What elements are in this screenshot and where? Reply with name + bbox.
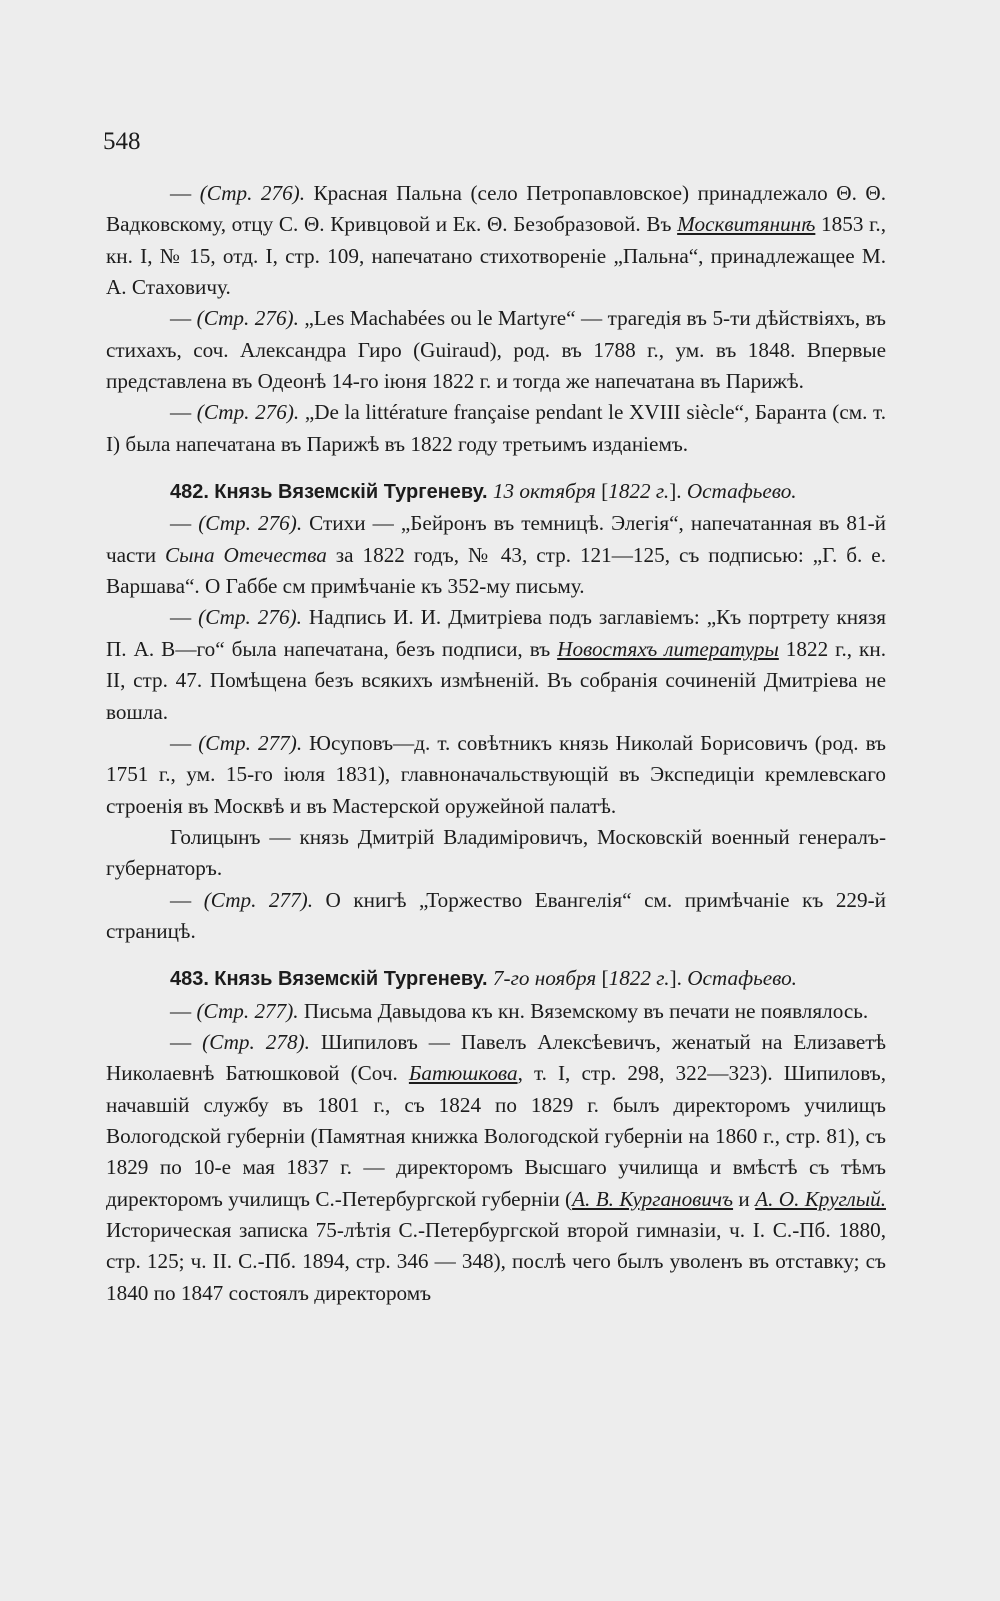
page-reference: (Стр. 276). (198, 511, 303, 536)
page-reference: (Стр. 276). (196, 306, 299, 331)
journal-title: Москвитянинѣ (677, 212, 816, 237)
author-name: А. В. Кургановичъ (572, 1186, 734, 1211)
letter-correspondents: Князь Вяземскій Тургеневу. (214, 481, 488, 504)
note-paragraph: — (Стр. 278). Шипиловъ — Павелъ Алексѣевичъ, женатый на Елизаветѣ Николаевнѣ Батюшковой (Соч. Батюшкова, т. I, стр. 298, 322—323). Шипиловъ, начавшій службу въ 1801 г., съ 1824 по 1829 г. былъ директоромъ училищъ Вологодской губерніи (Памятная книжка Вологодской губерніи на 1860 г., стр. 81), съ 1829 по 10-е мая 1837 г. — директоромъ Высшаго училища и вмѣстѣ съ тѣмъ директоромъ училищъ С.-Петербургской губерніи (А. В. Кургановичъ и А. О. Круглый. Историческая записка 75-лѣтія С.-Петербургской второй гимназіи, ч. I. С.-Пб. 1880, стр. 125; ч. II. С.-Пб. 1894, стр. 346 — 348), послѣ чего былъ уволенъ въ отставку; съ 1840 по 1847 состоялъ директоромъ (106, 1029, 887, 1305)
note-paragraph: Голицынъ — князь Дмитрій Владиміровичъ, Московскій военный генералъ-губернаторъ. (106, 824, 886, 881)
letter-place: Остафьево. (687, 966, 797, 991)
page-reference: (Стр. 276). (196, 400, 300, 425)
note-paragraph: — (Стр. 276). Надпись И. И. Дмитріева подъ заглавіемъ: „Къ портрету князя П. А. В—го“ была напечатана, безъ подписи, въ Новостяхъ литературы 1822 г., кн. II, стр. 47. Помѣщена безъ всякихъ измѣненій. Въ собранія сочиненій Дмитріева не вошла. (106, 605, 886, 724)
letter-number: 483. (170, 968, 209, 991)
note-paragraph: — (Стр. 276). „De la littérature française pendant le XVIII siècle“, Баранта (см. т. I) была напечатана въ Парижѣ въ 1822 году третьимъ изданіемъ. (106, 400, 887, 456)
page-reference: (Стр. 277). (196, 998, 299, 1023)
note-paragraph: — (Стр. 277). Юсуповъ—д. т. совѣтникъ князь Николай Борисовичъ (род. въ 1751 г., ум. 15-го іюля 1831), главноначальствующій въ Экспедиціи кремлевскаго строенія въ Москвѣ и въ Мастерской оружейной палатѣ. (106, 730, 886, 818)
letter-heading: 483. Князь Вяземскій Тургеневу. 7-го ноября [1822 г.]. Остафьево. (170, 966, 797, 991)
note-paragraph: — (Стр. 277). О книгѣ „Торжество Евангелія“ см. примѣчаніе къ 229-й страницѣ. (106, 887, 886, 943)
note-paragraph: — (Стр. 276). Стихи — „Бейронъ въ темницѣ. Элегія“, напечатанная въ 81-й части Сына Отечества за 1822 годъ, № 43, стр. 121—125, съ подписью: „Г. б. е. Варшава“. О Габбе см примѣчаніе къ 352-му письму. (106, 511, 886, 599)
letter-heading: 482. Князь Вяземскій Тургеневу. 13 октября [1822 г.]. Остафьево. (170, 479, 797, 504)
page-number: 548 (103, 128, 141, 155)
note-paragraph: — (Стр. 277). Письма Давыдова къ кн. Вяземскому въ печати не появлялось. (170, 998, 869, 1023)
page-reference: (Стр. 277). (198, 730, 303, 755)
letter-date: 13 октября (492, 479, 596, 504)
journal-title: Новостяхъ литературы (557, 636, 779, 661)
page-text (106, 178, 886, 1309)
letter-year: 1822 г. (608, 479, 670, 504)
note-paragraph: — (Стр. 276). Красная Пальна (село Петропавловское) принадлежало Θ. Θ. Вадковскому, отцу С. Θ. Кривцовой и Ек. Θ. Безобразовой. Въ Москвитянинѣ 1853 г., кн. I, № 15, отд. I, стр. 109, напечатано стихотвореніе „Пальна“, принадлежащее М. А. Стаховичу. (106, 181, 886, 300)
letter-place: Остафьево. (686, 479, 797, 504)
letter-date: 7-го ноября (492, 966, 597, 991)
note-paragraph: — (Стр. 276). „Les Machabées ou le Martyre“ — трагедія въ 5-ти дѣйствіяхъ, въ стихахъ, соч. Александра Гиро (Guiraud), род. въ 1788 г., ум. въ 1848. Впервые представлена въ Одеонѣ 14-го іюня 1822 г. и тогда же напечатана въ Парижѣ. (106, 306, 886, 394)
letter-number: 482. (170, 481, 209, 504)
author-name: Батюшкова (408, 1061, 518, 1086)
letter-correspondents: Князь Вяземскій Тургеневу. (214, 968, 488, 991)
author-name: А. О. Круглый. (755, 1186, 886, 1211)
journal-title: Сына Отечества (165, 542, 327, 567)
letter-year: 1822 г. (608, 966, 670, 991)
page-reference: (Стр. 278). (202, 1029, 310, 1054)
page-reference: (Стр. 277). (203, 887, 314, 912)
page-reference: (Стр. 276). (199, 181, 306, 205)
page-reference: (Стр. 276). (198, 605, 302, 630)
